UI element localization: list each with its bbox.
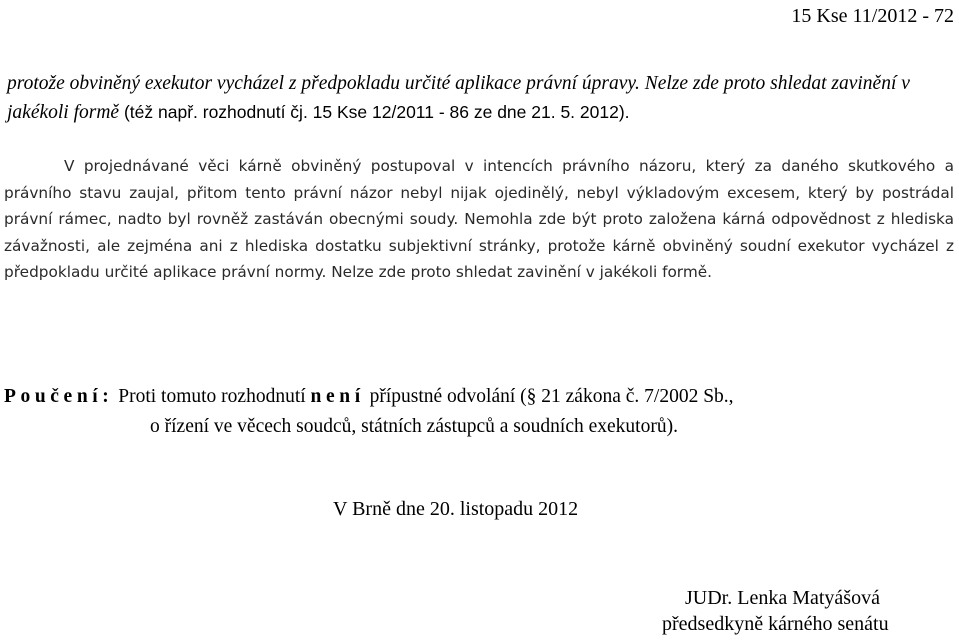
instruction-label: Poučení: [4, 386, 114, 407]
previous-paragraph [7, 70, 955, 127]
instruction-text-after: přípustné odvolání (§ 21 zákona č. 7/2002 Sb., [364, 386, 734, 407]
main-paragraph-part1: V projednávané věci kárně obviněný postupoval v intencích právního názoru, který za daného skutkového a právního stavu zaujal, přitom tento právní názor nebyl nijak ojedinělý, nebyl výkladovým excesem, který by postrádal právní rámec, nadto byl rovněž zastáván obecnými soudy. [4, 157, 954, 229]
signature-role: předsedkyně kárného senátu [662, 613, 889, 635]
legal-instruction [4, 382, 956, 442]
previous-paragraph-reference: (též např. rozhodnutí čj. 15 Kse 12/2011 - 86 ze dne 21. 5. 2012). [119, 102, 630, 122]
case-number-header: 15 Kse 11/2012 - 72 [791, 5, 954, 27]
instruction-emphasis: není [310, 386, 365, 407]
previous-paragraph-italic: protože obviněný exekutor vycházel z předpokladu určité aplikace právní úpravy. Nelze zde proto shledat zavinění v jakékoli formě [7, 73, 910, 123]
instruction-line2: o řízení ve věcech soudců, státních zástupců a soudních exekutorů). [150, 416, 678, 437]
main-paragraph [4, 153, 954, 286]
place-date: V Brně dne 20. listopadu 2012 [333, 498, 579, 520]
signature-name: JUDr. Lenka Matyášová [685, 587, 880, 609]
main-paragraph-part2: Nemohla zde být proto založena kárná odpovědnost z hlediska závažnosti, ale zejména ani z hlediska dostatku subjektivní stránky, protože kárně obviněný soudní exekutor vycházel z předpokladu určité aplikace právní normy. Nelze zde proto shledat zavinění v jakékoli formě. [4, 210, 954, 282]
instruction-text-before: Proti tomuto rozhodnutí [113, 386, 311, 407]
